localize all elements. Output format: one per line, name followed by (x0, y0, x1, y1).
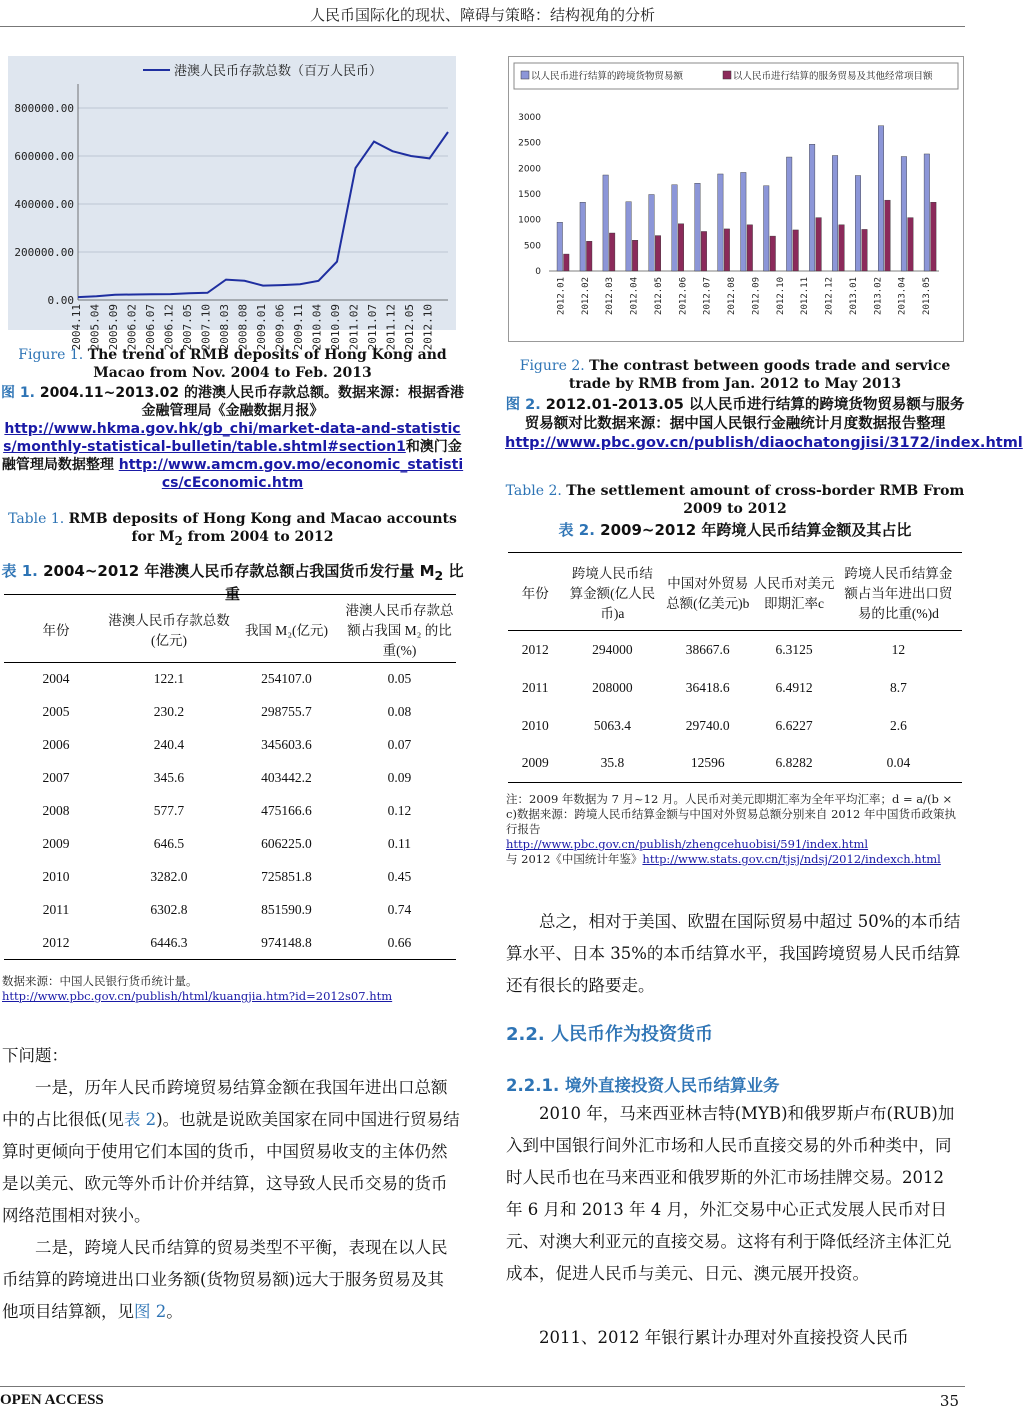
figure1-ytick-label: 800000.00 (14, 102, 74, 115)
figure2-bar-goods (672, 185, 678, 271)
figure1-xtick-label: 2004.11 (70, 304, 83, 351)
table2-cell: 2011 (521, 679, 549, 695)
table1-cell: 254107.0 (261, 671, 312, 687)
table1-row (4, 729, 456, 762)
figure2-ytick-label: 2000 (518, 164, 541, 175)
table2-cell: 12 (891, 641, 906, 657)
table1-cell: 0.74 (387, 902, 412, 917)
table1-cell: 974148.8 (261, 934, 312, 950)
left-body-text: 下问题： 一是，历年人民币跨境贸易结算金额在我国年进出口总额中的占比很低(见表 2)。也就是说欧美国家在同中国进行贸易结算时更倾向于使用它们本国的货币，中国贸易收支的主体仍然是以美元、欧元等外币计价并结算，这导致人民币交易的货币网络范围相对狭小。 二是，跨境人民币结算的贸易类型不平衡，表现在以人民币结算的跨境进出口业务额(货物贸易额)远大于服务贸易及其他项目结算额，见图 2。 (2, 1046, 460, 1321)
table1-cell: 122.1 (153, 671, 185, 687)
table1-cell: 0.66 (387, 934, 412, 950)
table1-header-cell: 港澳人民币存款总额占我国 M₂ 的比重(%) (345, 602, 454, 658)
table1-row (4, 762, 456, 795)
figure2-xtick-label: 2012.11 (800, 277, 811, 315)
right-body-para2: 2010 年，马来西亚林吉特(MYB)和俄罗斯卢布(RUB)加入到中国银行间外汇市场和人民币直接交易的外币种类中，同时人民币也在马来西亚和俄罗斯的外汇市场挂牌交易。2012 年 6 月和 2013 年 4 月，外汇交易中心正式发展人民币对日元、对澳大利亚元的直接交易。这将有利于降低经济主体汇兑成本，促进人民币与美元、日元、澳元展开投资。 (506, 1104, 955, 1283)
figure1-caption: Figure 1. The trend of RMB deposits of Hong Kong and Macao from Nov. 2004 to Feb. 2013 图 1. 2004.11~2013.02 的港澳人民币存款总额。数据来源：根据香港金融管理局《金融数据月报》 http://www.hkma.gov.hk/gb_chi/market-data-and-statistics/monthly-statistical-bulletin/table.shtml#section1和澳门金融管理局数据整理 http://www.amcm.gov.mo/economic_statistics/cEconomic.htm (1, 347, 464, 491)
table2-cell: 6.4912 (775, 679, 813, 695)
figure2-xtick-label: 2012.10 (775, 277, 786, 315)
table1-cell: 345.6 (153, 770, 185, 785)
figure2-bar-service (678, 224, 684, 271)
figure2-bar-service (862, 229, 868, 271)
figure2-bar-service (747, 225, 753, 271)
figure1-chart (8, 56, 456, 351)
figure2-xtick-label: 2012.04 (629, 277, 640, 315)
section-heading-2-2-1: 2.2.1. 境外直接投资人民币结算业务 (506, 1076, 780, 1095)
figure2-bar-goods (718, 174, 724, 271)
figure2-bar-goods (786, 157, 792, 271)
figure1-ytick-label: 200000.00 (14, 246, 74, 259)
figure2-ytick-label: 2500 (518, 138, 541, 149)
figure2-bar-service (839, 225, 845, 271)
figure2-bar-goods (901, 157, 907, 271)
table2-cell: 5063.4 (593, 717, 631, 733)
figure1-xtick-label: 2006.07 (144, 304, 157, 351)
table2-cell: 2009 (521, 755, 549, 771)
figure2-xtick-label: 2013.04 (897, 277, 908, 315)
table2-cell: 2012 (521, 641, 549, 657)
table1-cell: 851590.9 (261, 902, 312, 917)
table1-note: 数据来源：中国人民银行货币统计量。 http://www.pbc.gov.cn/publish/html/kuangjia.htm?id=2012s07.htm (2, 974, 462, 1004)
figure2-bar-goods (603, 175, 609, 271)
figure1-xtick-label: 2011.07 (366, 304, 379, 351)
table2-cell: 2.6 (889, 717, 907, 733)
figure2-bar-service (609, 233, 615, 271)
table2-row (508, 669, 962, 707)
table1-cell: 2004 (42, 671, 70, 687)
figure1-source-link-hkma[interactable]: http://www.hkma.gov.hk/gb_chi/market-data-and-statistics/monthly-statistical-bulletin/table.shtml#section1 (3, 421, 461, 455)
figure2-bar-goods (878, 126, 884, 271)
figure2-bar-service (770, 236, 776, 271)
figure1-series-line (78, 132, 448, 297)
table1-cell: 2007 (42, 770, 70, 785)
table2-row (508, 745, 962, 783)
figure2-xtick-label: 2012.09 (751, 277, 762, 315)
table2 (508, 552, 962, 783)
table1-cell: 2009 (42, 836, 70, 851)
table1-cell: 6302.8 (150, 902, 188, 917)
figure2-ytick-label: 500 (523, 241, 541, 252)
table2-cell: 29740.0 (685, 717, 730, 733)
table2-source-link-stats[interactable]: http://www.stats.gov.cn/tjsj/ndsj/2012/indexch.html (642, 852, 941, 866)
figure2-chart (508, 56, 964, 342)
table1-header-cell: 港澳人民币存款总数(亿元) (108, 612, 230, 648)
figure2-bar-goods (626, 202, 632, 271)
figure1-xtick-label: 2006.02 (125, 304, 139, 351)
table2-cell: 6.8282 (775, 755, 813, 771)
figure1-xtick-label: 2008.03 (218, 304, 231, 351)
figure2-xtick-label: 2012.12 (824, 277, 835, 315)
table2-cell: 12596 (690, 755, 725, 771)
figure2-xtick-label: 2012.03 (605, 277, 616, 315)
figure2-legend-label-service: 以人民币进行结算的服务贸易及其他经常项目额 (733, 71, 933, 82)
table1-cell: 2005 (42, 704, 70, 719)
figure2-svg (509, 57, 963, 341)
table1-cell: 2010 (42, 869, 70, 884)
figure2-bar-service (816, 218, 822, 271)
table2-header-cell: 跨境人民币结算金额占当年进出口贸易的比重(%)d (844, 565, 953, 621)
figure2-ytick-label: 1000 (518, 215, 541, 226)
table2-caption: Table 2. The settlement amount of cross-border RMB From 2009 to 2012 表 2. 2009~2012 年跨境人民币结算金额及其占比 (505, 483, 965, 539)
figure2-xtick-label: 2013.02 (873, 277, 884, 315)
table1-row (4, 927, 456, 960)
figure1-xtick-label: 2008.08 (236, 304, 250, 351)
table2-cell: 0.04 (886, 755, 911, 771)
table2-header-cell: 中国对外贸易总额(亿美元)b (666, 575, 750, 611)
figure2-legend-swatch-service (723, 71, 731, 79)
table1-cell: 403442.2 (261, 770, 312, 785)
figure2-caption: Figure 2. The contrast between goods trade and service trade by RMB from Jan. 2012 to May 2013 图 2. 2012.01-2013.05 以人民币进行结算的跨境货物贸易额与服务贸易额对比数据来源：据中国人民银行金融统计月度数据报告整理http://www.pbc.gov.cn/publish/diaochatongjisi/3172/index.html (505, 358, 1023, 451)
figure2-bar-service (701, 231, 707, 271)
table1-cell: 2011 (42, 902, 70, 917)
figure1-ytick-label: 0.00 (47, 294, 74, 307)
figure1-svg (8, 56, 456, 351)
table1-cell: 0.08 (387, 704, 412, 719)
figure1-xtick-label: 2010.04 (310, 304, 324, 351)
figure1-xtick-label: 2012.05 (403, 304, 416, 351)
table2-header-cell: 跨境人民币结算金额(亿人民币)a (569, 565, 656, 621)
figure2-bar-goods (924, 154, 930, 271)
table1-cell: 2008 (42, 803, 70, 818)
table1-cell: 230.2 (153, 704, 185, 719)
figure2-bar-goods (649, 195, 655, 271)
table1-cell: 3282.0 (150, 869, 188, 884)
figure2-legend-label-goods: 以人民币进行结算的跨境货物贸易额 (531, 71, 684, 82)
figure2-xtick-label: 2012.01 (556, 277, 567, 315)
table1-cell: 345603.6 (261, 737, 312, 752)
table2-cell: 2010 (521, 717, 549, 733)
table1-cell: 240.4 (153, 737, 185, 752)
footer-open-access: OPEN ACCESS (0, 1392, 104, 1408)
figure2-xtick-label: 2012.05 (653, 277, 664, 315)
table1-cell: 0.05 (387, 671, 412, 687)
figure2-xtick-label: 2012.07 (702, 277, 713, 315)
footer-rule (0, 1386, 965, 1387)
figure2-bar-service (632, 240, 637, 271)
table2-row (508, 631, 962, 669)
figure1-xtick-label: 2007.10 (199, 304, 213, 351)
figure2-bar-service (586, 241, 592, 271)
figure2-reference-link[interactable]: 图 2 (134, 1302, 167, 1321)
table2-cell: 294000 (592, 641, 633, 657)
table2-cell: 35.8 (600, 755, 625, 771)
table2-reference-link[interactable]: 表 2 (123, 1110, 157, 1129)
figure2-xtick-label: 2012.06 (678, 277, 689, 315)
table1-cell: 0.09 (387, 770, 412, 785)
figure2-xtick-label: 2013.05 (922, 277, 933, 315)
figure1-xtick-label: 2010.09 (329, 304, 342, 351)
table1-row (4, 894, 456, 927)
page-number: 35 (939, 1392, 959, 1410)
figure2-bar-goods (580, 202, 586, 271)
figure2-xtick-label: 2012.08 (727, 277, 738, 315)
table1-cell: 646.5 (153, 836, 185, 851)
figure1-legend-label: 港澳人民币存款总数（百万人民币） (174, 64, 383, 79)
figure2-bar-goods (695, 183, 701, 271)
figure2-ytick-label: 1500 (518, 190, 541, 200)
figure2-bar-service (564, 254, 570, 271)
figure1-ytick-label: 400000.00 (14, 198, 74, 211)
table1-row (4, 795, 456, 828)
figure2-source-link[interactable]: http://www.pbc.gov.cn/publish/diaochatongjisi/3172/index.html (505, 435, 1023, 451)
figure2-ytick-label: 0 (535, 267, 541, 277)
figure2-xtick-label: 2013.01 (848, 277, 859, 315)
table1-cell: 2006 (42, 737, 70, 752)
figure2-bar-service (793, 230, 799, 271)
right-body-para3: 2011、2012 年银行累计办理对外直接投资人民币 (539, 1328, 909, 1347)
figure1-xtick-label: 2009.01 (255, 304, 268, 351)
figure2-bar-service (908, 218, 914, 271)
table1-cell: 0.45 (387, 869, 412, 884)
running-header: 人民币国际化的现状、障碍与策略：结构视角的分析 (309, 6, 655, 24)
table1-caption: Table 1. RMB deposits of Hong Kong and Macao accounts for $M_2$ from 2004 to 2012 表 1. 2004~2012 年港澳人民币存款总额占我国货币发行量 $M_2$ 比重 (1, 511, 464, 603)
table2-source-link-pbc[interactable]: http://www.pbc.gov.cn/publish/zhengcehuobisi/591/index.html (506, 837, 869, 851)
figure1-xtick-label: 2011.12 (384, 304, 398, 351)
figure1-xtick-label: 2009.11 (292, 304, 305, 351)
table1-source-link[interactable]: http://www.pbc.gov.cn/publish/html/kuangjia.htm?id=2012s07.htm (2, 989, 393, 1003)
table1-row (4, 828, 456, 861)
figure1-xtick-label: 2007.05 (181, 304, 194, 351)
right-body-para1: 总之，相对于美国、欧盟在国际贸易中超过 50%的本币结算水平、日本 35%的本币结算水平，我国跨境贸易人民币结算还有很长的路要走。 (506, 912, 961, 995)
table2-note: 注：2009 年数据为 7 月~12 月。人民币对美元即期汇率为全年平均汇率；d = a/(b × c)数据来源：跨境人民币结算金额与中国对外贸易总额分别来自 2012 年中国货币政策执行报告 http://www.pbc.gov.cn/publish/zhengcehuobisi/591/index.html 与 2012《中国统计年鉴》http://www.stats.gov.cn/tjsj/ndsj/2012/indexch.html (506, 792, 964, 867)
figure2-bar-goods (741, 172, 747, 271)
table2-cell: 208000 (592, 679, 633, 695)
table2-header-cell: 人民币对美元即期汇率c (753, 575, 835, 611)
figure1-xtick-label: 2009.06 (273, 304, 287, 351)
figure1-source-link-amcm[interactable]: http://www.amcm.gov.mo/economic_statistics/cEconomic.htm (118, 457, 464, 491)
figure2-xtick-label: 2012.02 (580, 277, 591, 315)
figure1-xtick-label: 2012.10 (421, 304, 435, 351)
table1-row (4, 696, 456, 729)
table1-row (4, 861, 456, 894)
table1-cell: 475166.6 (261, 803, 312, 818)
figure2-legend-swatch-goods (521, 71, 529, 79)
figure2-bar-goods (809, 144, 815, 271)
figure2-bar-service (724, 229, 730, 271)
figure1-ytick-label: 600000.00 (14, 150, 74, 163)
figure1-caption-zh: 图 1. 2004.11~2013.02 的港澳人民币存款总额。数据来源：根据香港金融管理局《金融数据月报》 (1, 385, 464, 419)
figure2-ytick-label: 3000 (518, 113, 541, 123)
header-rule (0, 26, 965, 27)
table1-header-cell: 年份 (42, 622, 70, 638)
table2-cell: 36418.6 (685, 679, 730, 695)
figure1-xtick-label: 2005.04 (88, 304, 102, 351)
figure2-bar-service (931, 202, 937, 271)
table1-cell: 577.7 (153, 803, 185, 818)
figure1-xtick-label: 2011.02 (347, 304, 361, 351)
table1-row (4, 663, 456, 696)
table1-header-cell: 我国 M₂(亿元) (244, 622, 329, 638)
figure2-bar-goods (832, 156, 838, 272)
figure2-bar-service (885, 200, 891, 271)
table1-cell: 298755.7 (261, 704, 312, 719)
table1-cell: 0.11 (387, 836, 412, 851)
table1-cell: 725851.8 (261, 869, 312, 884)
figure1-xtick-label: 2005.09 (107, 304, 120, 351)
table2-cell: 38667.6 (685, 641, 730, 657)
figure2-bar-goods (855, 176, 861, 271)
figure2-bar-goods (557, 222, 563, 271)
figure1-caption-en: Figure 1. The trend of RMB deposits of Hong Kong and Macao from Nov. 2004 to Feb. 2013 (18, 347, 447, 381)
table1-cell: 0.12 (387, 803, 412, 818)
table2-row (508, 707, 962, 745)
figure1-xtick-label: 2006.12 (162, 304, 176, 351)
table1-cell: 2012 (42, 934, 70, 950)
table2-cell: 6.3125 (775, 641, 813, 657)
table1-cell: 0.07 (387, 737, 412, 752)
table2-cell: 8.7 (889, 679, 907, 695)
figure2-bar-service (655, 236, 661, 271)
table2-cell: 6.6227 (775, 717, 813, 733)
table1-cell: 606225.0 (261, 836, 312, 851)
section-heading-2-2: 2.2. 人民币作为投资货币 (506, 1024, 713, 1045)
table1-cell: 6446.3 (150, 934, 188, 950)
table2-header-cell: 年份 (521, 585, 549, 601)
table1 (4, 594, 456, 960)
figure2-bar-goods (764, 186, 770, 271)
